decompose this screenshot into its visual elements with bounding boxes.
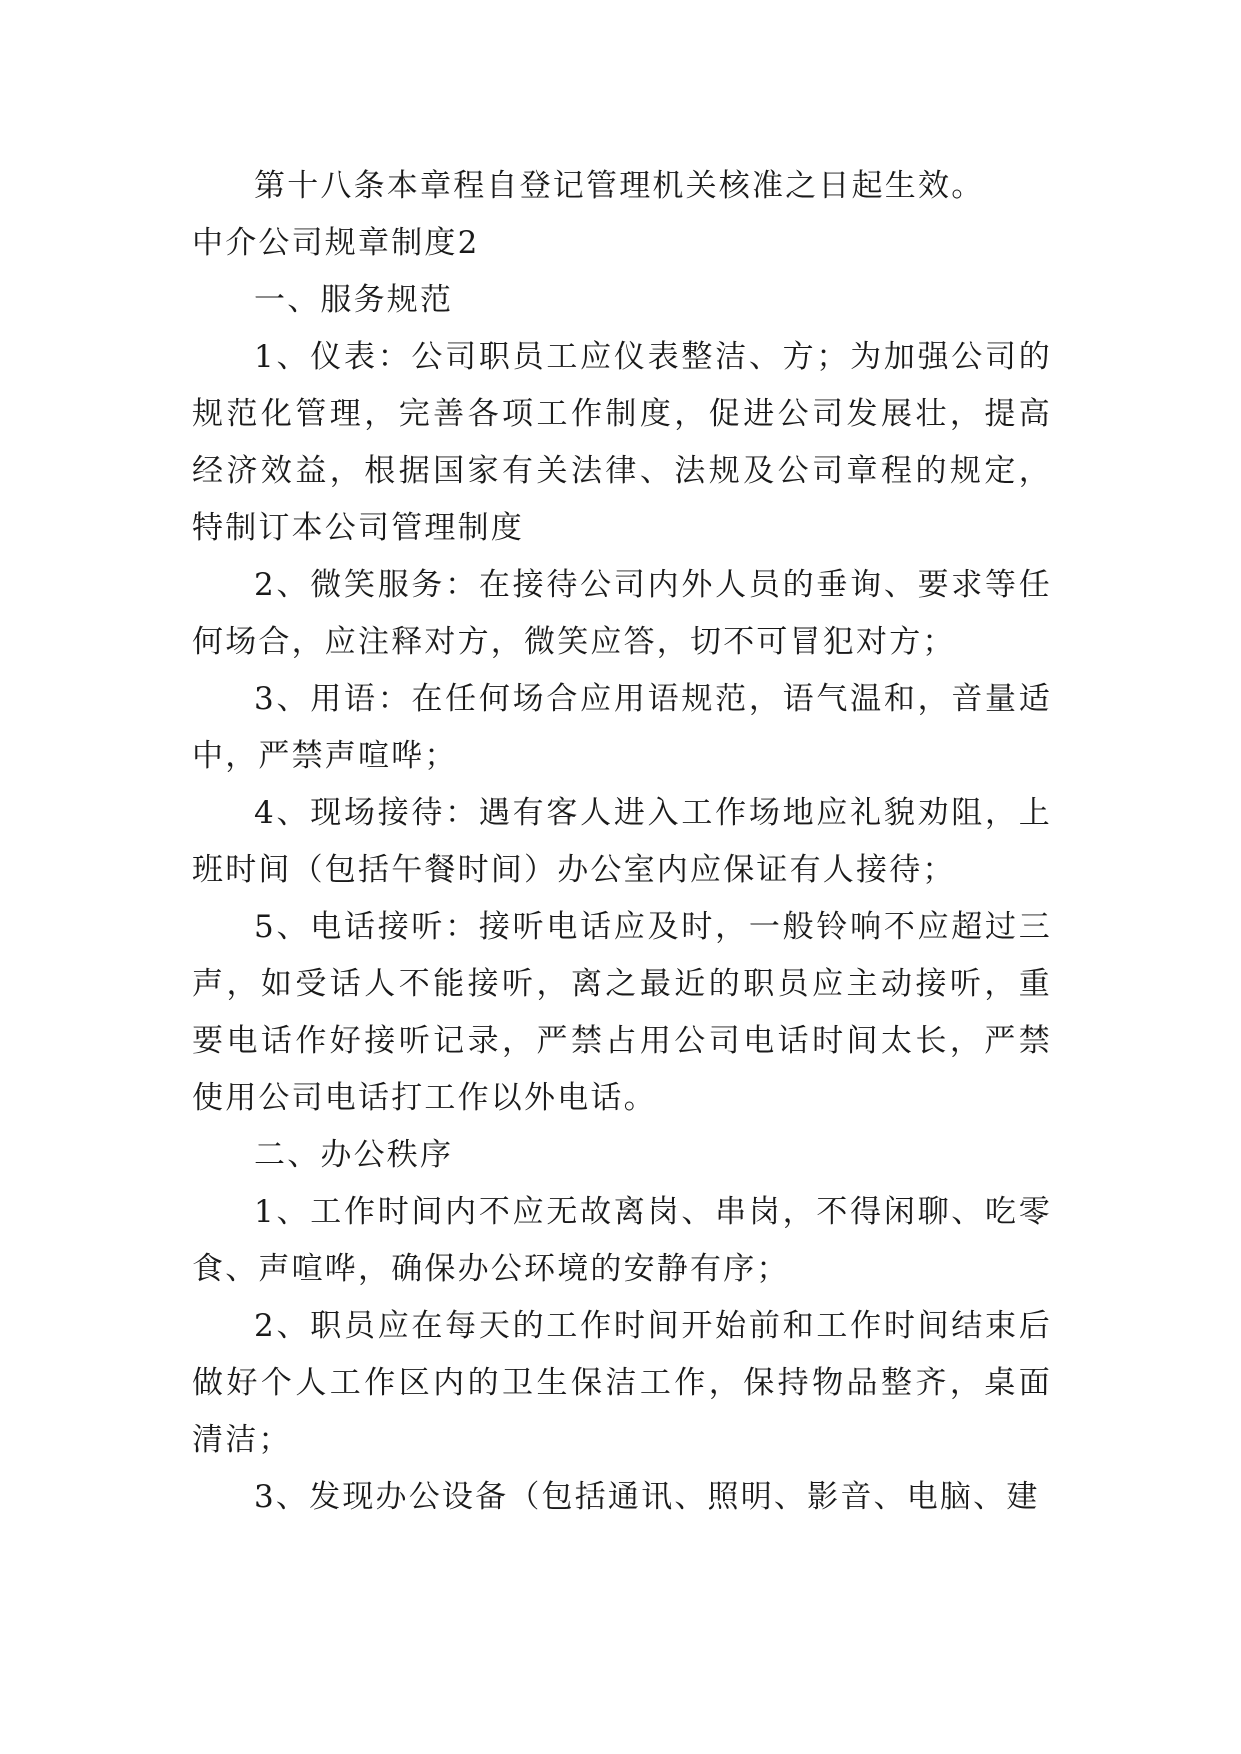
section-title: 中介公司规章制度2: [192, 225, 480, 261]
item-reception-paragraph: 4、现场接待：遇有客人进入工作场地应礼貌劝阻，上班时间（包括午餐时间）办公室内应保证有人接待；: [192, 795, 1052, 888]
item-work-hours-paragraph: 1、工作时间内不应无故离岗、串岗，不得闲聊、吃零食、声喧哗，确保办公环境的安静有序；: [192, 1194, 1052, 1287]
item-appearance-paragraph: 1、仪表：公司职员工应仪表整洁、方；为加强公司的规范化管理，完善各项工作制度，促进公司发展壮，提高经济效益，根据国家有关法律、法规及公司章程的规定，特制订本公司管理制度: [192, 339, 1052, 546]
item-equipment-paragraph: 3、发现办公设备（包括通讯、照明、影音、电脑、建: [254, 1479, 1040, 1515]
item-language-paragraph: 3、用语：在任何场合应用语规范，语气温和，音量适中，严禁声喧哗；: [192, 681, 1052, 774]
item-smile-service-paragraph: 2、微笑服务：在接待公司内外人员的垂询、要求等任何场合，应注释对方，微笑应答，切不可冒犯对方；: [192, 567, 1052, 660]
item-cleaning-paragraph: 2、职员应在每天的工作时间开始前和工作时间结束后做好个人工作区内的卫生保洁工作，保持物品整齐，桌面清洁；: [192, 1308, 1052, 1458]
heading-office-order: 二、办公秩序: [254, 1137, 454, 1173]
document-body: [192, 158, 1052, 1526]
heading-service-standards: 一、服务规范: [254, 282, 454, 318]
article-eighteen-paragraph: 第十八条本章程自登记管理机关核准之日起生效。: [254, 168, 985, 204]
item-phone-paragraph: 5、电话接听：接听电话应及时，一般铃响不应超过三声，如受话人不能接听，离之最近的职员应主动接听，重要电话作好接听记录，严禁占用公司电话时间太长，严禁使用公司电话打工作以外电话。: [192, 909, 1052, 1116]
